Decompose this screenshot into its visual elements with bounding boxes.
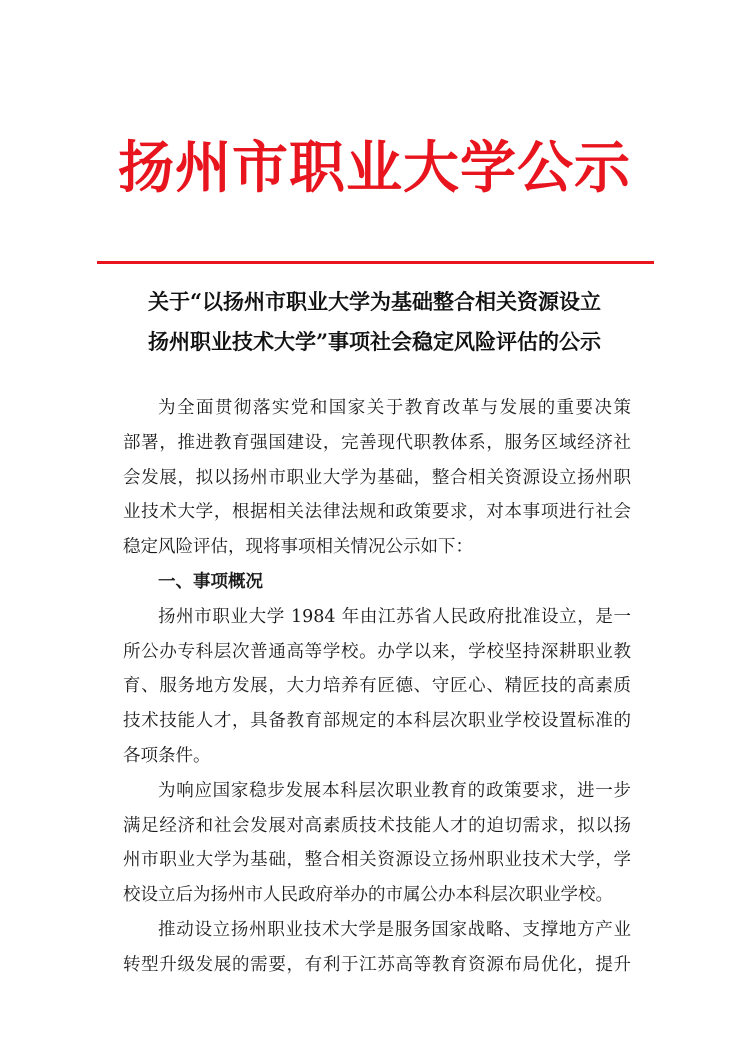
masthead-title: 扬州市职业大学公示 (118, 135, 631, 201)
document-title-line-1: 关于“以扬州市职业大学为基础整合相关资源设立 (147, 289, 602, 314)
paragraph-line: 扬州市职业大学 1984 年由江苏省人民政府批准设立，是一 (158, 606, 631, 627)
paragraph-strategic-need (123, 913, 631, 983)
paragraph-line: 技术技能人才，具备教育部规定的本科层次职业学校设置标准的 (123, 711, 631, 732)
paragraph-line: 校设立后为扬州市人民政府举办的市属公办本科层次职业学校。 (123, 885, 613, 906)
paragraph-line: 推动设立扬州职业技术大学是服务国家战略、支撑地方产业 (158, 919, 631, 940)
paragraph-line: 部署，推进教育强国建设，完善现代职教体系，服务区域经济社 (123, 432, 631, 453)
paragraph-line: 业技术大学，根据相关法律法规和政策要求，对本事项进行社会 (123, 502, 631, 523)
paragraph-line: 转型升级发展的需要，有利于江苏高等教育资源布局优化，提升 (123, 954, 631, 975)
document-body (123, 391, 631, 983)
paragraph-line: 各项条件。 (123, 745, 211, 766)
section-heading-overview: 一、事项概况 (158, 571, 263, 592)
paragraph-line: 满足经济和社会发展对高素质技术技能人才的迫切需求，拟以扬 (123, 815, 631, 836)
document-title (80, 282, 669, 362)
paragraph-line: 州市职业大学为基础，整合相关资源设立扬州职业技术大学，学 (123, 850, 631, 871)
paragraph-line: 会发展，拟以扬州市职业大学为基础，整合相关资源设立扬州职 (123, 467, 631, 488)
paragraph-line: 稳定风险评估，现将事项相关情况公示如下： (123, 537, 473, 558)
paragraph-policy-response (123, 774, 631, 913)
paragraph-line: 育、服务地方发展，大力培养有匠德、守匠心、精匠技的高素质 (123, 676, 631, 697)
paragraph-line: 所公办专科层次普通高等学校。办学以来，学校坚持深耕职业教 (123, 641, 631, 662)
paragraph-intro (123, 391, 631, 565)
paragraph-line: 为响应国家稳步发展本科层次职业教育的政策要求，进一步 (158, 780, 631, 801)
document-title-line-2: 扬州职业技术大学”事项社会稳定风险评估的公示 (147, 329, 602, 354)
paragraph-school-history (123, 600, 631, 774)
paragraph-line: 为全面贯彻落实党和国家关于教育改革与发展的重要决策 (158, 398, 631, 418)
red-separator-rule (97, 261, 654, 264)
